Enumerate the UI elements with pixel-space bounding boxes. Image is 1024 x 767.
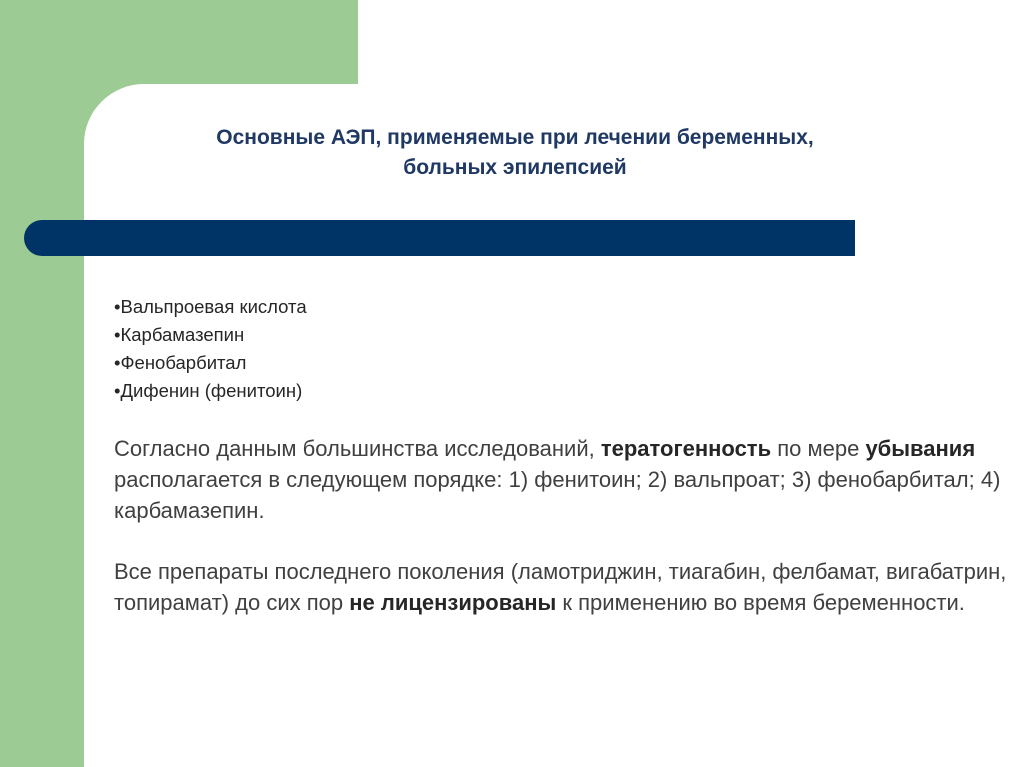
emphasis-teratogenicity: тератогенность [600, 436, 772, 461]
drug-list-item: • Вальпроевая кислота [114, 293, 307, 321]
emphasis-not-licensed: не лицензированы [349, 590, 557, 615]
drug-list-item: • Карбамазепин [114, 321, 307, 349]
slide-title-line-1: Основные АЭП, применяемые при лечении беременных, [216, 126, 814, 149]
new-generation-paragraph [114, 556, 1014, 618]
decorative-blue-bar [24, 220, 855, 256]
slide-title-line-2: больных эпилепсией [403, 156, 627, 179]
drug-list-item: • Фенобарбитал [114, 349, 307, 377]
teratogenicity-paragraph [114, 433, 1014, 526]
content-panel [84, 84, 1024, 767]
paragraph-text: Согласно данным большинства исследований, [114, 436, 601, 461]
slide-title [120, 123, 910, 183]
paragraph-text: Все препараты последнего поколения (ламотриджин, тиагабин, фелбамат, вигабатрин, топирамат) до сих пор [114, 559, 1007, 615]
drug-list [114, 293, 307, 405]
paragraph-text: располагается в следующем порядке: 1) фенитоин; 2) вальпроат; 3) фенобарбитал; 4) карбамазепин. [114, 467, 1001, 523]
paragraph-text: по мере [771, 436, 866, 461]
drug-list-item: • Дифенин (фенитоин) [114, 377, 307, 405]
decorative-green-strip [0, 0, 84, 767]
paragraph-text: к применению во время беременности. [556, 590, 965, 615]
emphasis-decreasing: убывания [865, 436, 976, 461]
